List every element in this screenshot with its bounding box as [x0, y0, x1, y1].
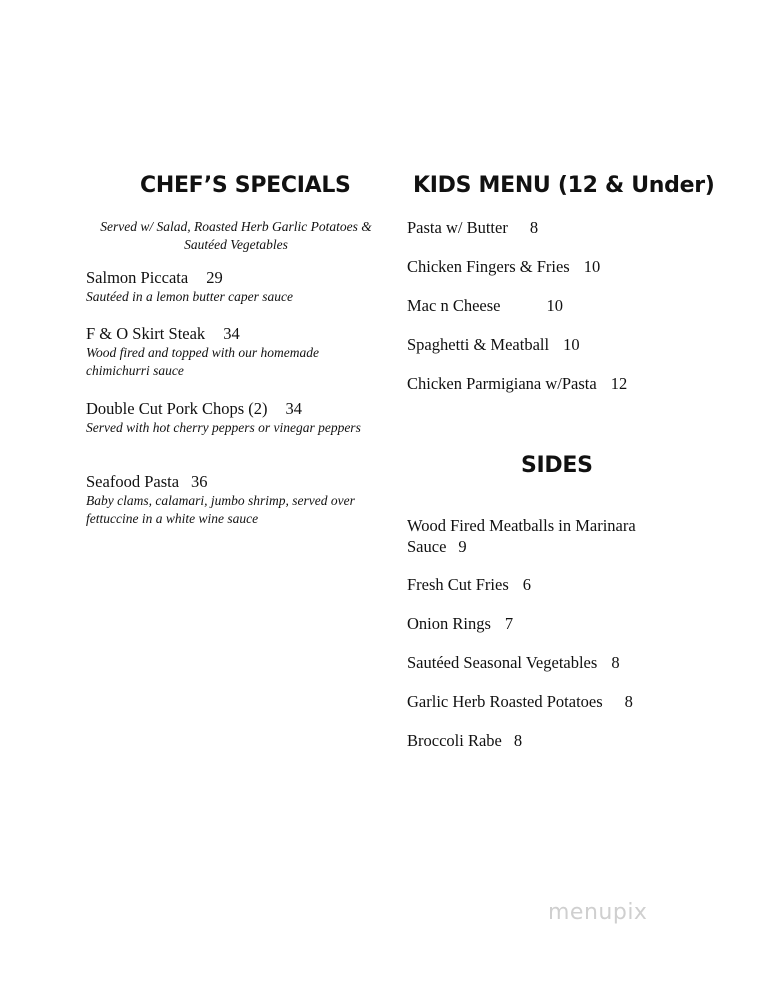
item-name: Double Cut Pork Chops (2)	[86, 399, 268, 418]
chefs-specials-heading: CHEF’S SPECIALS	[140, 173, 351, 198]
item-name: Onion Rings	[407, 614, 491, 633]
menu-item	[86, 268, 293, 306]
item-price: 8	[624, 692, 633, 711]
item-price: 8	[611, 653, 620, 672]
item-price: 12	[610, 374, 628, 393]
sides-heading: SIDES	[521, 453, 593, 478]
menu-item	[86, 324, 376, 380]
item-name: Chicken Parmigiana w/Pasta	[407, 374, 597, 393]
item-name: Spaghetti & Meatball	[407, 335, 550, 354]
side-item	[407, 730, 707, 751]
kids-menu-item	[407, 256, 600, 277]
item-name: Salmon Piccata	[86, 268, 189, 287]
item-price: 8	[513, 731, 523, 750]
kids-menu-item	[407, 217, 538, 238]
item-name: Broccoli Rabe	[407, 731, 502, 750]
item-price: 10	[563, 335, 580, 354]
item-name: Sautéed Seasonal Vegetables	[407, 653, 598, 672]
item-description: Served with hot cherry peppers or vinegar peppers	[86, 420, 361, 435]
item-price: 36	[191, 472, 208, 491]
item-name: F & O Skirt Steak	[86, 324, 206, 343]
item-name: Garlic Herb Roasted Potatoes	[407, 692, 603, 711]
item-name: Chicken Fingers & Fries	[407, 257, 570, 276]
item-price: 34	[285, 399, 302, 418]
item-price: 10	[546, 296, 563, 315]
item-name: Mac n Cheese	[407, 296, 501, 315]
item-description: Baby clams, calamari, jumbo shrimp, served over fettuccine in a white wine sauce	[86, 493, 355, 526]
side-item	[407, 574, 707, 595]
item-price: 29	[206, 268, 223, 287]
item-price: 8	[529, 218, 539, 237]
kids-menu-item	[407, 373, 627, 394]
menu-item	[86, 399, 366, 437]
item-price: 6	[522, 575, 532, 594]
item-name: Seafood Pasta	[86, 472, 180, 491]
chefs-specials-intro: Served w/ Salad, Roasted Herb Garlic Potatoes & Sautéed Vegetables	[100, 219, 372, 252]
item-name: Wood Fired Meatballs in Marinara Sauce	[407, 516, 636, 556]
menu-item	[86, 472, 376, 528]
kids-menu-item	[407, 334, 580, 355]
item-price: 34	[223, 324, 240, 343]
side-item	[407, 613, 707, 634]
item-name: Fresh Cut Fries	[407, 575, 509, 594]
kids-menu-heading: KIDS MENU (12 & Under)	[413, 173, 715, 198]
item-description: Sautéed in a lemon butter caper sauce	[86, 289, 293, 304]
item-description: Wood fired and topped with our homemade chimichurri sauce	[86, 345, 319, 378]
item-price: 7	[504, 614, 514, 633]
kids-menu-item	[407, 295, 563, 316]
item-price: 10	[583, 257, 601, 276]
item-price: 9	[458, 537, 467, 556]
side-item	[407, 652, 707, 673]
side-item	[407, 691, 707, 712]
item-name: Pasta w/ Butter	[407, 218, 508, 237]
menupix-watermark: menupix	[548, 900, 648, 925]
side-item	[407, 515, 672, 557]
